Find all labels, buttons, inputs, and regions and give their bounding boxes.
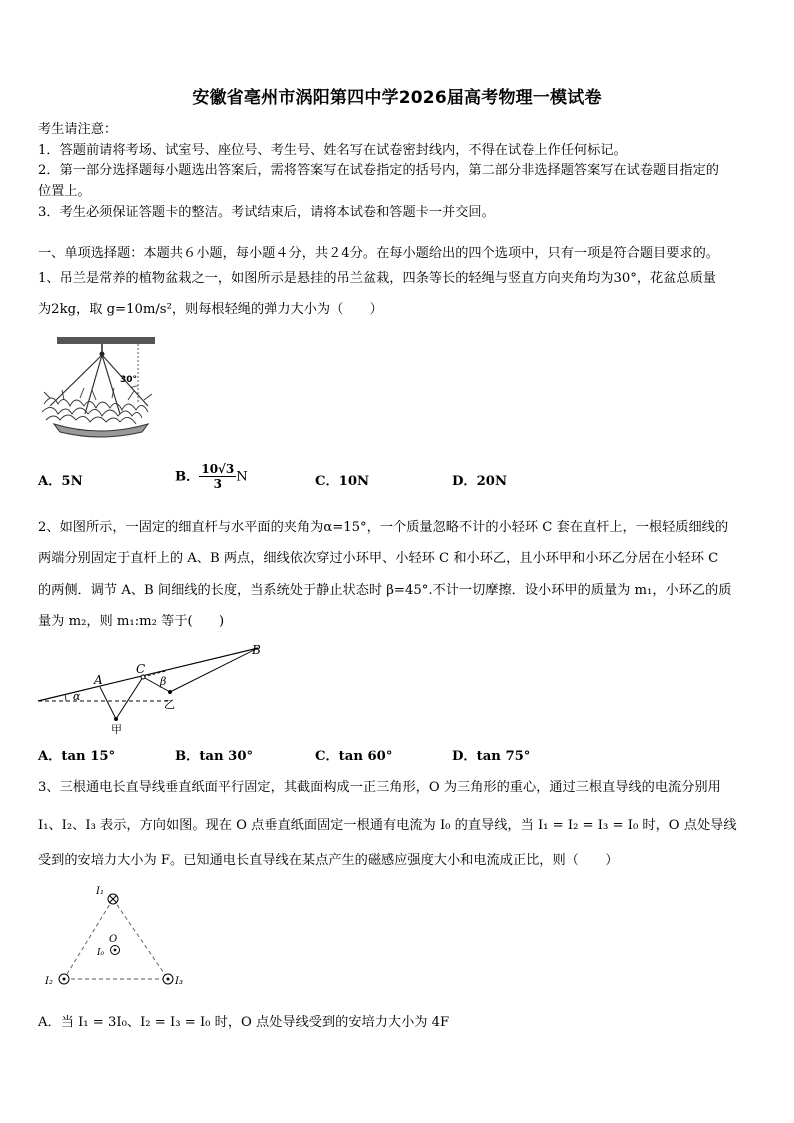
notice-item-2-cont: 位置上。 (38, 184, 91, 199)
label-c: C (136, 662, 146, 676)
label-o: O (109, 934, 118, 945)
q2-text-line2: 两端分别固定于直杆上的 A、B 两点，细线依次穿过小环甲、小轻环 C 和小环乙，且小环甲和小环乙分居在小轻环 C (38, 551, 719, 566)
inclined-rod (38, 648, 258, 701)
notice-item-2: 2．第一部分选择题每小题选出答案后，需将答案写在试卷指定的括号内，第二部分非选择题答案写在试卷题目指定的 (38, 163, 719, 178)
label-jia: 甲 (111, 723, 122, 736)
q2-option-b[interactable]: B．tan 30° (175, 749, 254, 764)
q1-option-d[interactable]: D．20N (452, 474, 508, 489)
q1-option-b-denominator: 3 (213, 477, 222, 492)
string-segment (100, 687, 116, 719)
label-beta: β (160, 675, 167, 688)
q3-text-line2: I₁、I₂、I₃ 表示，方向如图。现在 O 点垂直纸面固定一根通有电流为 I₀ 的直导线，当 I₁ = I₂ = I₃ = I₀ 时，O 点处导线 (38, 818, 737, 833)
triangle-side (64, 899, 113, 979)
flower-pot (54, 424, 148, 437)
hanging-bar (57, 337, 155, 344)
label-b: B (252, 643, 261, 657)
q2-option-a[interactable]: A．tan 15° (38, 749, 116, 764)
label-i0: I₀ (97, 948, 105, 958)
notice-item-1: 1．答题前请将考场、试室号、座位号、考生号、姓名写在试卷密封线内，不得在试卷上作任何标记。 (38, 143, 627, 158)
label-i1: I₁ (96, 886, 104, 897)
q2-text-line1: 2、如图所示，一固定的细直杆与水平面的夹角为α=15°，一个质量忽略不计的小轻环 C 套在直杆上，一根轻质细线的 (38, 520, 729, 535)
q2-rod-ring-figure (36, 640, 270, 736)
q3-text-line3: 受到的安培力大小为 F。已知通电长直导线在某点产生的磁感应强度大小和电流成正比，则（ ） (38, 853, 619, 868)
notice-heading: 考生请注意： (38, 122, 118, 137)
q3-text-line1: 3、三根通电长直导线垂直纸面平行固定，其截面构成一正三角形，O 为三角形的重心，通过三根直导线的电流分别用 (38, 780, 721, 795)
q1-option-b-fraction (199, 462, 236, 492)
q1-option-b-label: B． (175, 469, 200, 485)
q1-hanging-planter-figure (40, 334, 158, 440)
notice-item-3: 3．考生必须保证答题卡的整洁。考试结束后，请将本试卷和答题卡一并交回。 (38, 205, 495, 220)
q2-option-c[interactable]: C．tan 60° (315, 749, 393, 764)
q1-option-b[interactable] (175, 462, 248, 492)
ring-jia (114, 717, 118, 721)
label-i3: I₃ (175, 976, 183, 987)
q1-option-b-numerator: 10√3 (201, 462, 235, 476)
q3-triangle-wires-figure (40, 882, 190, 994)
plant-leaves (42, 388, 152, 424)
q3-option-a[interactable]: A．当 I₁ = 3I₀、I₂ = I₃ = I₀ 时，O 点处导线受到的安培力大小为 4F (38, 1015, 450, 1030)
label-alpha: α (73, 690, 81, 703)
label-i2: I₂ (45, 976, 53, 987)
label-a: A (94, 673, 103, 687)
q1-text-line2: 为2kg，取 g=10m/s²，则每根轻绳的弹力大小为（ ） (38, 302, 383, 317)
q1-angle-label: 30° (120, 375, 138, 385)
q1-option-a[interactable]: A．5N (38, 474, 83, 489)
label-yi: 乙 (164, 698, 175, 711)
q1-text-line1: 1、吊兰是常养的植物盆栽之一，如图所示是悬挂的吊兰盆栽，四条等长的轻绳与竖直方向夹角均为30°，花盆总质量 (38, 271, 716, 286)
q2-text-line4: 量为 m₂，则 m₁:m₂ 等于( ) (38, 614, 225, 629)
ring-yi (168, 690, 172, 694)
q2-text-line3: 的两侧．调节 A、B 间细线的长度，当系统处于静止状态时 β=45°.不计一切摩擦．设小环甲的质量为 m₁，小环乙的质 (38, 583, 732, 598)
q2-option-d[interactable]: D．tan 75° (452, 749, 531, 764)
q1-option-c[interactable]: C．10N (315, 474, 370, 489)
section-heading: 一、单项选择题：本题共６小题，每小题４分，共２4分。在每小题给出的四个选项中，只有一项是符合题目要求的。 (38, 246, 719, 261)
q1-option-b-unit: N (236, 469, 248, 485)
page-title: 安徽省亳州市涡阳第四中学2026届高考物理一模试卷 (192, 88, 602, 108)
